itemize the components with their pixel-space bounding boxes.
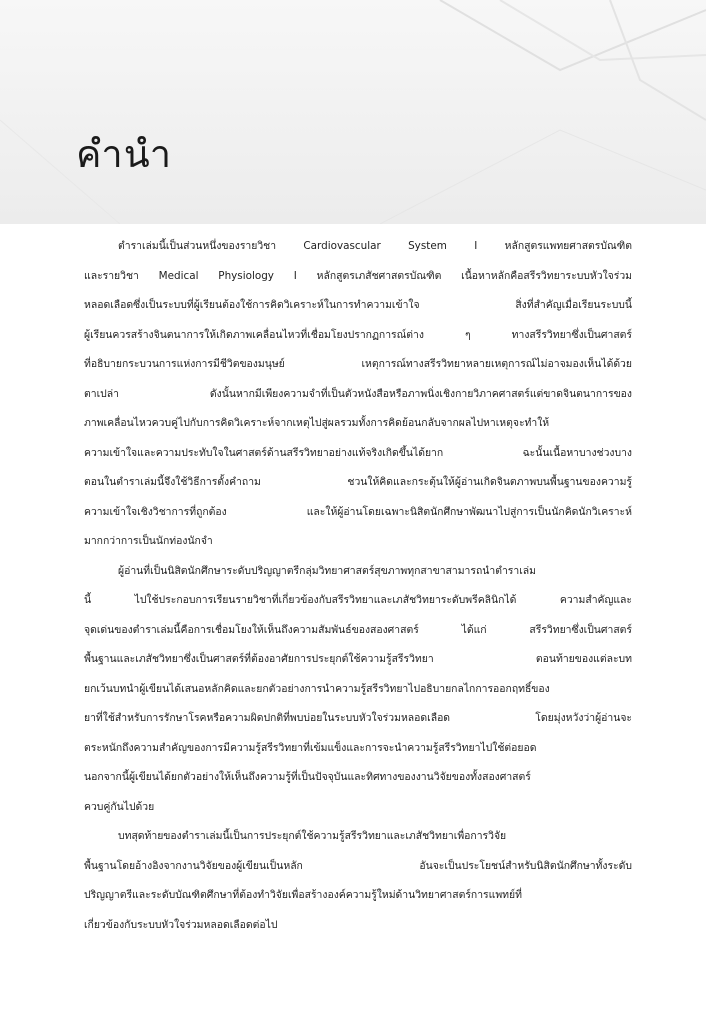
text-line: ควบคู่กันไปด้วย	[84, 800, 155, 813]
text-line: ภาพเคลื่อนไหวควบคู่ไปกับการคิดวิเคราะห์จากเหตุไปสู่ผลรวมทั้งการคิดย้อนกลับจากผลไปหาเหตุจะทำให้	[84, 417, 550, 429]
text-line: ผู้อ่านที่เป็นนิสิตนักศึกษาระดับปริญญาตรีกลุ่มวิทยาศาสตร์สุขภาพทุกสาขาสามารถนำตำราเล่ม	[118, 564, 536, 577]
text-line: นอกจากนี้ผู้เขียนได้ยกตัวอย่างให้เห็นถึงความรู้ที่เป็นปัจจุบันและทิศทางของงานวิจัยของทั้งสองศาสตร์	[84, 771, 531, 783]
header-band	[0, 0, 706, 224]
text-line: เกี่ยวข้องกับระบบหัวใจร่วมหลอดเลือดต่อไป	[84, 918, 278, 931]
text-line: ยาที่ใช้สำหรับการรักษาโรคหรือความผิดปกติที่พบบ่อยในระบบหัวใจร่วมหลอดเลือด โดยมุ่งหวังว่าผู้อ่านจะ	[84, 712, 632, 724]
text-line: จุดเด่นของตำราเล่มนี้คือการเชื่อมโยงให้เห็นถึงความสัมพันธ์ของสองศาสตร์ ได้แก่ สรีรวิทยาซึ่งเป็นศาสตร์	[84, 623, 632, 636]
text-line: พื้นฐานโดยอ้างอิงจากงานวิจัยของผู้เขียนเป็นหลัก อันจะเป็นประโยชน์สำหรับนิสิตนักศึกษาทั้งระดับ	[84, 859, 632, 872]
body-text	[84, 232, 632, 940]
text-line: นี้ ไปใช้ประกอบการเรียนรายวิชาที่เกี่ยวข้องกับสรีรวิทยาและเภสัชวิทยาระดับพรีคลินิกได้ ความสำคัญและ	[84, 594, 632, 606]
text-line: หลอดเลือดซึ่งเป็นระบบที่ผู้เรียนต้องใช้การคิดวิเคราะห์ในการทำความเข้าใจ สิ่งที่สำคัญเมื่อเรียนระบบนี้	[84, 299, 632, 311]
text-line: ผู้เรียนควรสร้างจินตนาการให้เกิดภาพเคลื่อนไหวที่เชื่อมโยงปรากฏการณ์ต่าง ๆ ทางสรีรวิทยาซึ่งเป็นศาสตร์	[84, 328, 632, 341]
text-line: ที่อธิบายกระบวนการแห่งการมีชีวิตของมนุษย์ เหตุการณ์ทางสรีรวิทยาหลายเหตุการณ์ไม่อาจมองเห็นได้ด้วย	[84, 358, 632, 370]
paragraph	[84, 557, 632, 823]
text-line: ปริญญาตรีและระดับบัณฑิตศึกษาที่ต้องทำวิจัยเพื่อสร้างองค์ความรู้ใหม่ด้านวิทยาศาสตร์การแพทย์ที่	[84, 889, 522, 901]
text-line: ตำราเล่มนี้เป็นส่วนหนึ่งของรายวิชา Cardiovascular System I หลักสูตรแพทยศาสตรบัณฑิต	[118, 240, 632, 252]
decorative-lines	[0, 0, 706, 224]
text-line: และรายวิชา Medical Physiology I หลักสูตรเภสัชศาสตรบัณฑิต เนื้อหาหลักคือสรีรวิทยาระบบหัวใจร่วม	[84, 269, 632, 282]
text-line: ตาเปล่า ดังนั้นหากมีเพียงความจำที่เป็นตัวหนังสือหรือภาพนิ่งเชิงกายวิภาคศาสตร์แต่ขาดจินตนาการของ	[84, 387, 632, 400]
text-line: ยกเว้นบทนำผู้เขียนได้เสนอหลักคิดและยกตัวอย่างการนำความรู้สรีรวิทยาไปอธิบายกลไกการออกฤทธิ์ของ	[84, 682, 550, 695]
text-line: ความเข้าใจและความประทับใจในศาสตร์ด้านสรีรวิทยาอย่างแท้จริงเกิดขึ้นได้ยาก ฉะนั้นเนื้อหาบางช่วงบาง	[84, 446, 632, 459]
text-line: ตอนในตำราเล่มนี้จึงใช้วิธีการตั้งคำถาม ชวนให้คิดและกระตุ้นให้ผู้อ่านเกิดจินตภาพบนพื้นฐานของความรู้	[84, 476, 632, 488]
text-line: พื้นฐานและเภสัชวิทยาซึ่งเป็นศาสตร์ที่ต้องอาศัยการประยุกต์ใช้ความรู้สรีรวิทยา ตอนท้ายของแต่ละบท	[84, 653, 632, 665]
page-title: คำนำ	[76, 132, 173, 176]
text-line: ความเข้าใจเชิงวิชาการที่ถูกต้อง และให้ผู้อ่านโดยเฉพาะนิสิตนักศึกษาพัฒนาไปสู่การเป็นนักคิดนักวิเคราะห์	[84, 505, 632, 518]
text-line: มากกว่าการเป็นนักท่องนักจำ	[84, 535, 213, 547]
text-line: ตระหนักถึงความสำคัญของการมีความรู้สรีรวิทยาที่เข้มแข็งและการจะนำความรู้สรีรวิทยาไปใช้ต่อยอด	[84, 741, 537, 754]
text-line: บทสุดท้ายของตำราเล่มนี้เป็นการประยุกต์ใช้ความรู้สรีรวิทยาและเภสัชวิทยาเพื่อการวิจัย	[118, 830, 507, 842]
paragraph	[84, 232, 632, 557]
paragraph	[84, 822, 632, 940]
